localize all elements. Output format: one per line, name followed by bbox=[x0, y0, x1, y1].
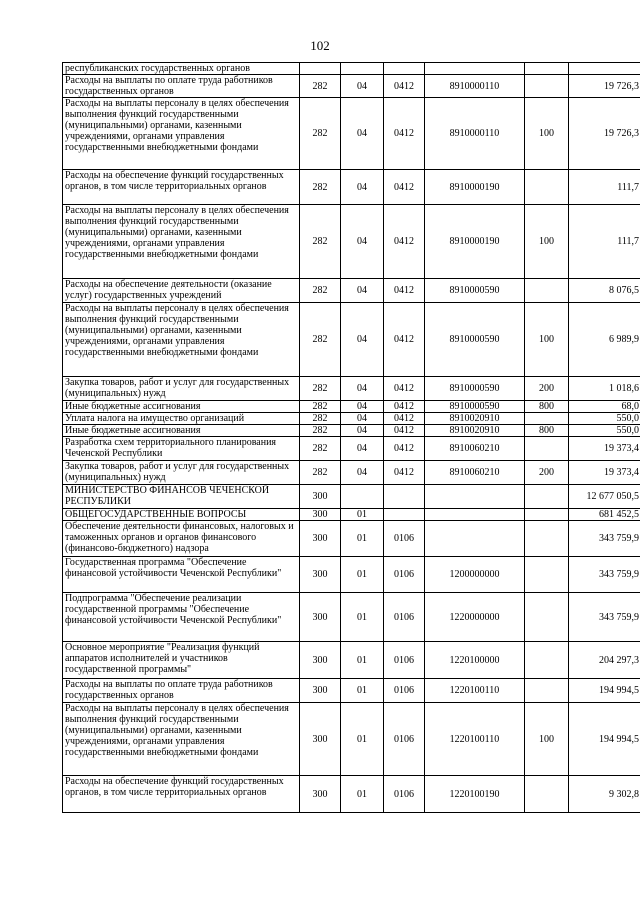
subsection-code-cell: 0106 bbox=[384, 642, 425, 679]
grbs-code-cell: 282 bbox=[300, 461, 341, 485]
grbs-code-cell: 300 bbox=[300, 509, 341, 521]
expense-name-cell: Расходы на выплаты по оплате труда работников государственных органов bbox=[63, 75, 300, 98]
expense-type-cell: 100 bbox=[525, 703, 569, 776]
expense-type-cell bbox=[525, 679, 569, 703]
amount-cell: 343 759,9 bbox=[569, 521, 640, 557]
grbs-code-cell: 282 bbox=[300, 437, 341, 461]
expense-type-cell bbox=[525, 170, 569, 205]
expense-name-cell: Подпрограмма "Обеспечение реализации государственной программы "Обеспечение финансовой устойчивости Чеченской Республики" bbox=[63, 593, 300, 642]
expense-name-cell: Разработка схем территориального планирования Чеченской Республики bbox=[63, 437, 300, 461]
grbs-code-cell: 282 bbox=[300, 413, 341, 425]
expense-name-cell: Государственная программа "Обеспечение финансовой устойчивости Чеченской Республики" bbox=[63, 557, 300, 593]
target-article-cell: 8910000590 bbox=[425, 279, 525, 303]
grbs-code-cell: 300 bbox=[300, 776, 341, 813]
subsection-code-cell: 0106 bbox=[384, 593, 425, 642]
target-article-cell: 8910000190 bbox=[425, 170, 525, 205]
section-code-cell: 04 bbox=[341, 170, 384, 205]
expense-type-cell: 100 bbox=[525, 98, 569, 170]
target-article-cell: 8910000110 bbox=[425, 75, 525, 98]
expense-type-cell: 800 bbox=[525, 401, 569, 413]
expense-name-cell: Уплата налога на имущество организаций bbox=[63, 413, 300, 425]
subsection-code-cell: 0412 bbox=[384, 170, 425, 205]
expense-name-cell: МИНИСТЕРСТВО ФИНАНСОВ ЧЕЧЕНСКОЙ РЕСПУБЛИКИ bbox=[63, 485, 300, 509]
target-article-cell bbox=[425, 63, 525, 75]
subsection-code-cell: 0412 bbox=[384, 425, 425, 437]
subsection-code-cell: 0412 bbox=[384, 461, 425, 485]
expense-type-cell: 200 bbox=[525, 461, 569, 485]
subsection-code-cell: 0106 bbox=[384, 521, 425, 557]
expense-name-cell: ОБЩЕГОСУДАРСТВЕННЫЕ ВОПРОСЫ bbox=[63, 509, 300, 521]
subsection-code-cell bbox=[384, 63, 425, 75]
table-row bbox=[63, 679, 640, 703]
table-row bbox=[63, 437, 640, 461]
expense-name-cell: Расходы на обеспечение деятельности (оказание услуг) государственных учреждений bbox=[63, 279, 300, 303]
table-row bbox=[63, 279, 640, 303]
target-article-cell: 8910020910 bbox=[425, 413, 525, 425]
target-article-cell: 1220100190 bbox=[425, 776, 525, 813]
expense-name-cell: Расходы на выплаты персоналу в целях обеспечения выполнения функций государственными (муниципальными) органами, казенными учреждениями, органами управления государственными внебюджетными фондами bbox=[63, 303, 300, 377]
amount-cell: 12 677 050,5 bbox=[569, 485, 640, 509]
grbs-code-cell: 282 bbox=[300, 425, 341, 437]
table-row bbox=[63, 63, 640, 75]
expense-type-cell bbox=[525, 437, 569, 461]
expense-type-cell bbox=[525, 63, 569, 75]
target-article-cell: 8910000590 bbox=[425, 401, 525, 413]
grbs-code-cell: 282 bbox=[300, 75, 341, 98]
expense-name-cell: Иные бюджетные ассигнования bbox=[63, 401, 300, 413]
amount-cell: 343 759,9 bbox=[569, 557, 640, 593]
section-code-cell: 04 bbox=[341, 205, 384, 279]
section-code-cell: 01 bbox=[341, 642, 384, 679]
expense-type-cell bbox=[525, 509, 569, 521]
table-row bbox=[63, 776, 640, 813]
expense-type-cell bbox=[525, 642, 569, 679]
subsection-code-cell: 0412 bbox=[384, 279, 425, 303]
table-row bbox=[63, 557, 640, 593]
expense-type-cell bbox=[525, 279, 569, 303]
budget-table bbox=[62, 62, 640, 813]
section-code-cell: 01 bbox=[341, 703, 384, 776]
section-code-cell: 01 bbox=[341, 521, 384, 557]
expense-name-cell: Расходы на выплаты персоналу в целях обеспечения выполнения функций государственными (муниципальными) органами, казенными учреждениями, органами управления государственными внебюджетными фондами bbox=[63, 205, 300, 279]
subsection-code-cell: 0106 bbox=[384, 557, 425, 593]
section-code-cell: 04 bbox=[341, 461, 384, 485]
section-code-cell: 04 bbox=[341, 303, 384, 377]
subsection-code-cell: 0412 bbox=[384, 98, 425, 170]
amount-cell: 550,0 bbox=[569, 425, 640, 437]
grbs-code-cell: 300 bbox=[300, 642, 341, 679]
subsection-code-cell: 0412 bbox=[384, 75, 425, 98]
table-row bbox=[63, 521, 640, 557]
subsection-code-cell: 0412 bbox=[384, 437, 425, 461]
table-row bbox=[63, 170, 640, 205]
target-article-cell bbox=[425, 521, 525, 557]
amount-cell: 1 018,6 bbox=[569, 377, 640, 401]
page-number: 102 bbox=[310, 38, 330, 53]
expense-type-cell bbox=[525, 75, 569, 98]
section-code-cell: 04 bbox=[341, 425, 384, 437]
subsection-code-cell: 0106 bbox=[384, 703, 425, 776]
section-code-cell: 01 bbox=[341, 509, 384, 521]
amount-cell: 111,7 bbox=[569, 205, 640, 279]
expense-name-cell: Обеспечение деятельности финансовых, налоговых и таможенных органов и органов финансового (финансово-бюджетного) надзора bbox=[63, 521, 300, 557]
section-code-cell: 04 bbox=[341, 98, 384, 170]
subsection-code-cell: 0412 bbox=[384, 377, 425, 401]
expense-type-cell bbox=[525, 593, 569, 642]
target-article-cell: 8910000110 bbox=[425, 98, 525, 170]
table-row bbox=[63, 401, 640, 413]
target-article-cell: 1220100110 bbox=[425, 679, 525, 703]
expense-name-cell: Закупка товаров, работ и услуг для государственных (муниципальных) нужд bbox=[63, 461, 300, 485]
expense-name-cell: республиканских государственных органов bbox=[63, 63, 300, 75]
amount-cell: 194 994,5 bbox=[569, 679, 640, 703]
table-row bbox=[63, 303, 640, 377]
amount-cell: 8 076,5 bbox=[569, 279, 640, 303]
subsection-code-cell bbox=[384, 485, 425, 509]
subsection-code-cell: 0106 bbox=[384, 679, 425, 703]
table-row bbox=[63, 205, 640, 279]
amount-cell: 68,0 bbox=[569, 401, 640, 413]
subsection-code-cell: 0412 bbox=[384, 205, 425, 279]
section-code-cell: 01 bbox=[341, 776, 384, 813]
grbs-code-cell: 282 bbox=[300, 98, 341, 170]
section-code-cell: 04 bbox=[341, 377, 384, 401]
table-row bbox=[63, 509, 640, 521]
expense-name-cell: Расходы на обеспечение функций государственных органов, в том числе территориальных органов bbox=[63, 776, 300, 813]
grbs-code-cell: 282 bbox=[300, 401, 341, 413]
subsection-code-cell bbox=[384, 509, 425, 521]
grbs-code-cell: 282 bbox=[300, 205, 341, 279]
table-row bbox=[63, 461, 640, 485]
expense-type-cell bbox=[525, 521, 569, 557]
expense-name-cell: Закупка товаров, работ и услуг для государственных (муниципальных) нужд bbox=[63, 377, 300, 401]
table-row bbox=[63, 98, 640, 170]
target-article-cell: 8910060210 bbox=[425, 461, 525, 485]
subsection-code-cell: 0412 bbox=[384, 413, 425, 425]
table-row bbox=[63, 377, 640, 401]
amount-cell: 204 297,3 bbox=[569, 642, 640, 679]
grbs-code-cell: 300 bbox=[300, 679, 341, 703]
grbs-code-cell: 300 bbox=[300, 557, 341, 593]
expense-name-cell: Расходы на обеспечение функций государственных органов, в том числе территориальных органов bbox=[63, 170, 300, 205]
amount-cell: 343 759,9 bbox=[569, 593, 640, 642]
section-code-cell: 04 bbox=[341, 413, 384, 425]
target-article-cell: 1220000000 bbox=[425, 593, 525, 642]
expense-name-cell: Основное мероприятие "Реализация функций аппаратов исполнителей и участников государственной программы" bbox=[63, 642, 300, 679]
section-code-cell bbox=[341, 63, 384, 75]
target-article-cell: 8910060210 bbox=[425, 437, 525, 461]
amount-cell: 681 452,5 bbox=[569, 509, 640, 521]
amount-cell: 9 302,8 bbox=[569, 776, 640, 813]
expense-name-cell: Расходы на выплаты персоналу в целях обеспечения выполнения функций государственными (муниципальными) органами, казенными учреждениями, органами управления государственными внебюджетными фондами bbox=[63, 98, 300, 170]
expense-type-cell: 100 bbox=[525, 303, 569, 377]
subsection-code-cell: 0412 bbox=[384, 401, 425, 413]
section-code-cell: 01 bbox=[341, 593, 384, 642]
section-code-cell: 01 bbox=[341, 679, 384, 703]
target-article-cell: 8910000590 bbox=[425, 377, 525, 401]
target-article-cell: 8910020910 bbox=[425, 425, 525, 437]
budget-table-body bbox=[63, 63, 640, 813]
expense-type-cell bbox=[525, 557, 569, 593]
grbs-code-cell: 300 bbox=[300, 521, 341, 557]
amount-cell: 550,0 bbox=[569, 413, 640, 425]
section-code-cell bbox=[341, 485, 384, 509]
table-row bbox=[63, 485, 640, 509]
table-row bbox=[63, 75, 640, 98]
expense-type-cell bbox=[525, 776, 569, 813]
expense-type-cell: 100 bbox=[525, 205, 569, 279]
target-article-cell: 1220100000 bbox=[425, 642, 525, 679]
amount-cell: 19 726,3 bbox=[569, 75, 640, 98]
table-row bbox=[63, 642, 640, 679]
section-code-cell: 04 bbox=[341, 279, 384, 303]
grbs-code-cell: 300 bbox=[300, 703, 341, 776]
expense-name-cell: Расходы на выплаты по оплате труда работников государственных органов bbox=[63, 679, 300, 703]
target-article-cell bbox=[425, 485, 525, 509]
amount-cell: 19 373,4 bbox=[569, 461, 640, 485]
grbs-code-cell: 282 bbox=[300, 170, 341, 205]
grbs-code-cell: 282 bbox=[300, 279, 341, 303]
table-row bbox=[63, 413, 640, 425]
target-article-cell: 1220100110 bbox=[425, 703, 525, 776]
target-article-cell: 1200000000 bbox=[425, 557, 525, 593]
grbs-code-cell: 282 bbox=[300, 377, 341, 401]
table-row bbox=[63, 593, 640, 642]
target-article-cell: 8910000190 bbox=[425, 205, 525, 279]
section-code-cell: 04 bbox=[341, 437, 384, 461]
amount-cell: 194 994,5 bbox=[569, 703, 640, 776]
expense-type-cell: 800 bbox=[525, 425, 569, 437]
section-code-cell: 04 bbox=[341, 401, 384, 413]
expense-type-cell bbox=[525, 485, 569, 509]
section-code-cell: 04 bbox=[341, 75, 384, 98]
table-row bbox=[63, 425, 640, 437]
subsection-code-cell: 0412 bbox=[384, 303, 425, 377]
subsection-code-cell: 0106 bbox=[384, 776, 425, 813]
grbs-code-cell: 300 bbox=[300, 485, 341, 509]
target-article-cell: 8910000590 bbox=[425, 303, 525, 377]
target-article-cell bbox=[425, 509, 525, 521]
table-row bbox=[63, 703, 640, 776]
expense-type-cell: 200 bbox=[525, 377, 569, 401]
grbs-code-cell: 282 bbox=[300, 303, 341, 377]
amount-cell: 19 373,4 bbox=[569, 437, 640, 461]
expense-name-cell: Иные бюджетные ассигнования bbox=[63, 425, 300, 437]
expense-name-cell: Расходы на выплаты персоналу в целях обеспечения выполнения функций государственными (муниципальными) органами, казенными учреждениями, органами управления государственными внебюджетными фондами bbox=[63, 703, 300, 776]
grbs-code-cell bbox=[300, 63, 341, 75]
amount-cell: 19 726,3 bbox=[569, 98, 640, 170]
expense-type-cell bbox=[525, 413, 569, 425]
amount-cell bbox=[569, 63, 640, 75]
amount-cell: 6 989,9 bbox=[569, 303, 640, 377]
section-code-cell: 01 bbox=[341, 557, 384, 593]
grbs-code-cell: 300 bbox=[300, 593, 341, 642]
amount-cell: 111,7 bbox=[569, 170, 640, 205]
